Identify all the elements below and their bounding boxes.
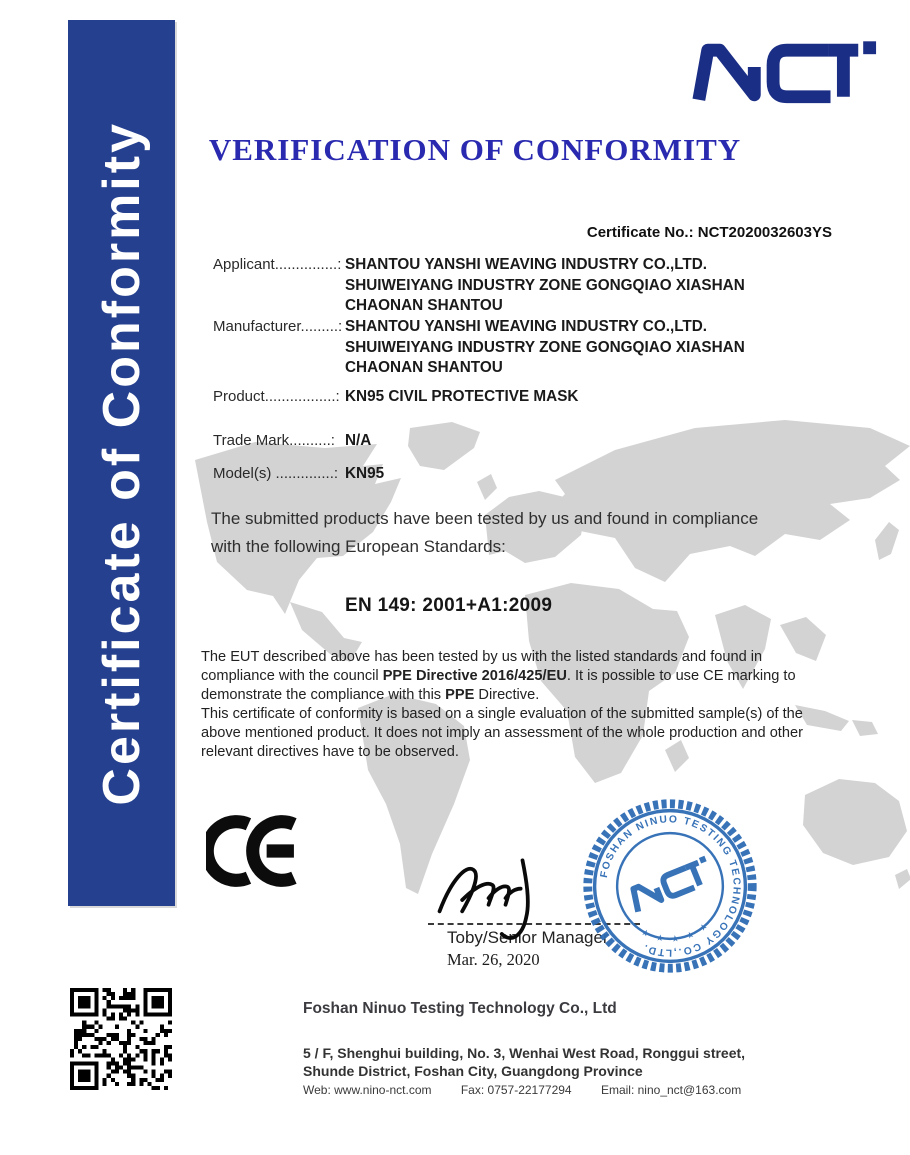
- certificate-number: [587, 224, 832, 241]
- statement-text: The submitted products have been tested by us and found in compliance with the following European Standards:: [211, 509, 759, 556]
- field-value-line: SHANTOU YANSHI WEAVING INDUSTRY CO.,LTD.: [345, 318, 708, 335]
- compliance-paragraph-2: This certificate of conformity is based on a single evaluation of the submitted sample(s) of the above mentioned product. It does not imply an assessment of the whole production and other relevant directives have to be observed.: [201, 706, 803, 761]
- footer-web: Web: www.nino-nct.com: [303, 1083, 432, 1097]
- field-value-line: KN95: [345, 465, 385, 482]
- footer-address-line1: 5 / F, Shenghui building, No. 3, Wenhai West Road, Ronggui street,: [303, 1045, 746, 1061]
- field-value-manufacturer: [345, 317, 825, 379]
- field-value-line: N/A: [345, 432, 372, 449]
- field-value-line: SHUIWEIYANG INDUSTRY ZONE GONGQIAO XIASHAN: [345, 338, 745, 356]
- field-label-product: Product.................:: [213, 388, 340, 405]
- page-title: VERIFICATION OF CONFORMITY: [208, 132, 742, 167]
- field-value-line: KN95 CIVIL PROTECTIVE MASK: [345, 388, 579, 405]
- field-value-models: [345, 464, 825, 485]
- certificate-number-label: Certificate No.:: [586, 224, 694, 241]
- field-value-line: CHAONAN SHANTOU: [345, 359, 503, 376]
- signature-date: Mar. 26, 2020: [447, 950, 540, 969]
- paragraph-text: Directive.: [474, 687, 540, 704]
- qr-code: [70, 988, 172, 1090]
- compliance-paragraph-1: [201, 648, 835, 706]
- paragraph-text-bold: PPE: [445, 687, 475, 704]
- field-label-models: Model(s) ..............:: [213, 465, 339, 482]
- paragraph-text: . It is possible to use CE marking to demonstrate the compliance with this: [201, 668, 796, 704]
- paragraph-text-bold: PPE Directive 2016/425/EU: [382, 668, 567, 685]
- ce-mark: [206, 812, 302, 890]
- footer-contact-line: [303, 1083, 767, 1097]
- field-label-trademark: Trade Mark..........:: [213, 432, 335, 449]
- company-stamp: [577, 793, 763, 979]
- stamp-stars: ★ ★ ★ ★ ★: [639, 918, 712, 945]
- field-value-product: [345, 387, 825, 408]
- field-label-manufacturer: Manufacturer.........:: [213, 318, 343, 335]
- signatory-name-title: Toby/Senior Manager: [447, 928, 609, 947]
- footer-address-line2: Shunde District, Foshan City, Guangdong Province: [303, 1063, 643, 1079]
- footer-company-name: Foshan Ninuo Testing Technology Co., Ltd: [303, 1000, 617, 1017]
- certificate-number-value: NCT2020032603YS: [697, 224, 832, 241]
- field-value-line: CHAONAN SHANTOU: [345, 297, 503, 314]
- footer-email: Email: nino_nct@163.com: [600, 1083, 742, 1097]
- stamp-ring-text: FOSHAN NINUO TESTING TECHNOLOGY CO.,LTD.: [598, 814, 742, 958]
- sidebar-band: [68, 20, 175, 906]
- field-value-line: SHANTOU YANSHI WEAVING INDUSTRY CO.,LTD.: [345, 256, 708, 273]
- field-value-line: SHUIWEIYANG INDUSTRY ZONE GONGQIAO XIASHAN: [345, 276, 745, 294]
- field-value-applicant: [345, 255, 825, 317]
- standard-text: EN 149: 2001+A1:2009: [345, 595, 553, 616]
- field-value-trademark: [345, 431, 825, 452]
- signature-scribble: [432, 852, 564, 948]
- field-label-applicant: Applicant...............:: [213, 256, 342, 273]
- footer-fax: Fax: 0757-22177294: [460, 1083, 572, 1097]
- paragraph-text: The EUT described above has been tested by us with the listed standards and found in compliance with the council: [201, 649, 763, 685]
- nct-logo: [684, 36, 882, 108]
- sidebar-label: Certificate of Conformity: [92, 120, 151, 806]
